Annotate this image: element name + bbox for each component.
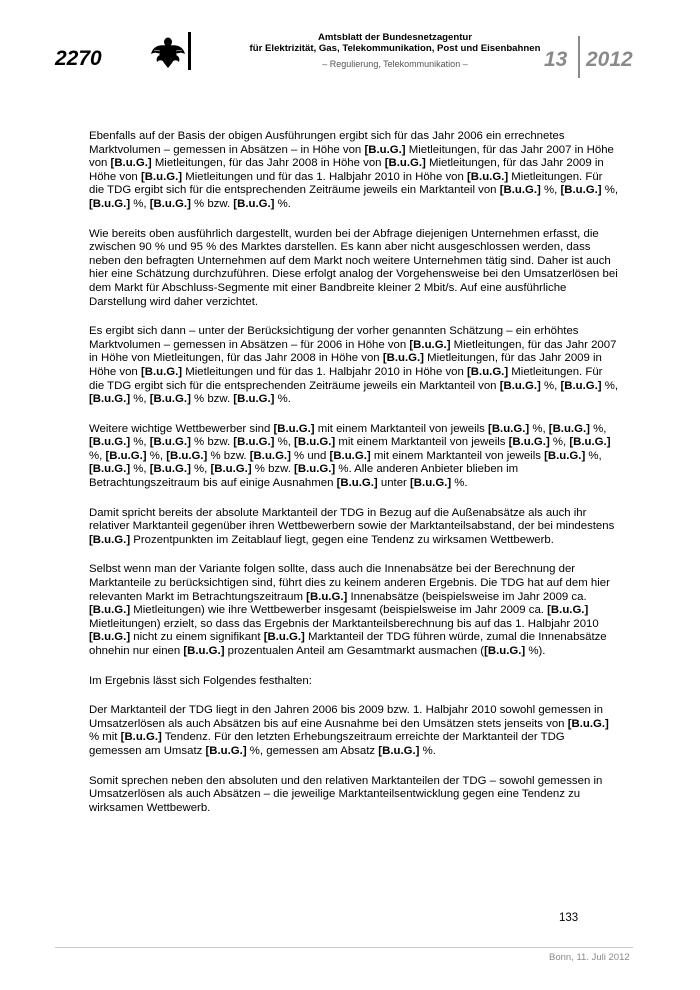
redacted-marker: [B.u.G.] — [467, 365, 509, 378]
paragraph-text: %). — [525, 645, 546, 657]
redacted-marker: [B.u.G.] — [548, 422, 590, 435]
footer-date: Bonn, 11. Juli 2012 — [549, 952, 630, 963]
redacted-marker: [B.u.G.] — [89, 604, 131, 617]
redacted-marker: [B.u.G.] — [560, 379, 602, 392]
paragraph-text: mit einem Marktanteil von jeweils — [335, 436, 509, 449]
paragraph-text: Mietleitungen und für das 1. Halbjahr 2010 in Höhe von — [182, 170, 468, 183]
redacted-marker: [B.u.G.] — [210, 463, 252, 476]
redacted-marker: [B.u.G.] — [110, 157, 152, 170]
paragraph-text: %. — [274, 393, 291, 406]
redacted-marker: [B.u.G.] — [120, 731, 162, 744]
redacted-marker: [B.u.G.] — [89, 197, 131, 210]
redacted-marker: [B.u.G.] — [569, 436, 611, 449]
paragraph — [89, 563, 619, 658]
redacted-marker: [B.u.G.] — [233, 436, 275, 449]
redacted-marker: [B.u.G.] — [484, 645, 526, 657]
page-number: 133 — [559, 912, 579, 924]
paragraph-text: Tendenz. Für den letzten Erhebungszeitraum erreichte der Marktanteil der TDG gemessen am Umsatz — [89, 731, 565, 757]
redacted-marker: [B.u.G.] — [567, 717, 609, 730]
issue-year: 2012 — [586, 48, 633, 71]
paragraph-text: %, — [540, 379, 561, 392]
redacted-marker: [B.u.G.] — [467, 170, 509, 183]
paragraph-text: Mietleitungen. Für die TDG ergibt sich für die entsprechenden Zeiträume jeweils ein Marktanteil von — [89, 170, 603, 197]
redacted-marker: [B.u.G.] — [294, 436, 336, 449]
paragraph-text: %, — [274, 436, 295, 449]
paragraph-text: %, — [585, 449, 602, 462]
paragraph-text: Selbst wenn man der Variante folgen sollte, dass auch die Innenabsätze bei der Berechnung der Marktanteile zu berücksichtigen sind, führt dies zu keinem anderen Ergebnis. Die TDG hat auf dem hier relevanten Markt im Betrachtungszeitraum — [89, 563, 610, 603]
redacted-marker: [B.u.G.] — [140, 170, 183, 183]
redacted-marker: [B.u.G.] — [233, 393, 275, 406]
redacted-marker: [B.u.G.] — [294, 463, 336, 476]
paragraph-text: %, — [601, 184, 619, 197]
paragraph-text: %, — [89, 449, 106, 462]
paragraph-text: %, — [549, 436, 570, 449]
paragraph-text: Ebenfalls auf der Basis der obigen Ausführungen ergibt sich für das Jahr 2006 ein errechnetes Marktvolumen – gemessen in Absätzen – in Höhe von — [89, 130, 565, 156]
journal-title-line2: für Elektrizität, Gas, Telekommunikation, Post und Eisenbahnen — [249, 43, 541, 54]
paragraph-text: %, — [601, 379, 619, 392]
paragraph-text: %. — [274, 197, 291, 210]
paragraph-text: % bzw. — [190, 197, 234, 210]
redacted-marker: [B.u.G.] — [547, 604, 589, 617]
paragraph-text: Mietleitungen und für das 1. Halbjahr 2010 in Höhe von — [182, 365, 468, 378]
paragraph-text: %, — [190, 463, 211, 476]
redacted-marker: [B.u.G.] — [89, 393, 131, 406]
paragraph-text: % mit — [89, 731, 121, 744]
redacted-marker: [B.u.G.] — [249, 449, 291, 462]
paragraph-text: %, — [130, 393, 150, 406]
paragraph — [89, 704, 619, 758]
redacted-marker: [B.u.G.] — [560, 184, 602, 197]
redacted-marker: [B.u.G.] — [329, 449, 371, 462]
header-page-number: 2270 — [55, 47, 102, 70]
redacted-marker: [B.u.G.] — [273, 422, 315, 435]
redacted-marker: [B.u.G.] — [166, 449, 208, 462]
paragraph — [89, 775, 619, 816]
footer-divider — [55, 947, 633, 948]
redacted-marker: [B.u.G.] — [263, 631, 305, 644]
paragraph — [89, 507, 619, 548]
paragraph-text: nicht zu einem signifikant — [130, 631, 264, 644]
paragraph-text: %, — [130, 463, 150, 476]
paragraph-text: Prozentpunkten im Zeitablauf liegt, gegen eine Tendenz zu wirksamen Wettbewerb. — [130, 533, 554, 546]
paragraph-text: %. — [451, 477, 468, 490]
paragraph-text: % bzw. — [190, 436, 234, 449]
paragraph-text: Wie bereits oben ausführlich dargestellt, wurden bei der Abfrage diejenigen Unternehmen erfasst, die zwischen 90 % und 95 % des Marktes darstellen. Es kann aber nicht ausgeschlossen werden, dass neben den befragten Unternehmen auf dem Markt noch weitere Unternehmen tätig sind. Daher ist auch hier eine Schätzung durchzuführen. Diese erfolgt analog der Vorgehensweise bei den Umsatzerlösen bei dem Markt für Abschluss-Segmente mit einer Bandbreite kleiner 2 Mbit/s. Auf eine ausführliche Darstellung wird daher verzichtet. — [89, 227, 618, 308]
paragraph-text: Im Ergebnis lässt sich Folgendes festhalten: — [89, 674, 312, 687]
redacted-marker: [B.u.G.] — [499, 184, 541, 197]
redacted-marker: [B.u.G.] — [499, 379, 541, 392]
journal-subtitle: – Regulierung, Telekommunikation – — [322, 59, 468, 69]
redacted-marker: [B.u.G.] — [89, 631, 131, 644]
paragraph-text: Mietleitungen) wie ihre Wettbewerber insgesamt (beispielsweise im Jahr 2009 ca. — [130, 604, 548, 617]
issue-divider — [578, 36, 580, 78]
redacted-marker: [B.u.G.] — [488, 422, 530, 435]
paragraph-text: Mietleitungen) erzielt, so dass das Ergebnis der Marktanteilsberechnung bis auf das 1. Halbjahr 2010 — [89, 617, 599, 630]
paragraph-text: prozentualen Anteil am Gesamtmarkt ausmachen ( — [224, 645, 485, 657]
paragraph-text: %, — [589, 422, 607, 435]
paragraph-text: %. Alle anderen Anbieter blieben im Betrachtungszeitraum bis auf einige Ausnahmen — [89, 463, 519, 490]
document-body — [89, 130, 619, 831]
redacted-marker: [B.u.G.] — [149, 393, 191, 406]
redacted-marker: [B.u.G.] — [306, 590, 348, 603]
redacted-marker: [B.u.G.] — [378, 744, 420, 757]
redacted-marker: [B.u.G.] — [149, 436, 191, 449]
redacted-marker: [B.u.G.] — [384, 157, 426, 170]
redacted-marker: [B.u.G.] — [410, 477, 452, 490]
journal-title-line1: Amtsblatt der Bundesnetzagentur — [317, 32, 473, 43]
paragraph — [89, 423, 619, 491]
paragraph-text: unter — [377, 477, 411, 490]
paragraph-text: Marktanteil der TDG führen würde, zumal die Innenabsätze ohnehin nur einen — [89, 631, 607, 657]
paragraph-text: %, gemessen am Absatz — [246, 744, 379, 757]
paragraph-text: %, — [540, 184, 561, 197]
redacted-marker: [B.u.G.] — [364, 143, 406, 156]
redacted-marker: [B.u.G.] — [183, 645, 225, 657]
redacted-marker: [B.u.G.] — [140, 365, 183, 378]
paragraph-text: %, — [130, 436, 150, 449]
paragraph-text: % und — [290, 449, 330, 462]
redacted-marker: [B.u.G.] — [233, 197, 275, 210]
redacted-marker: [B.u.G.] — [336, 477, 378, 490]
paragraph — [89, 228, 619, 310]
paragraph-text: %, — [146, 449, 167, 462]
paragraph-text: mit einem Marktanteil von jeweils — [370, 449, 545, 462]
paragraph-text: Innenabsätze (beispielsweise im Jahr 2009 ca. — [347, 590, 587, 603]
paragraph-text: %. — [419, 744, 436, 757]
paragraph — [89, 130, 619, 212]
paragraph — [89, 325, 619, 407]
paragraph-text: Mietleitungen, für das Jahr 2009 in Höhe von — [89, 157, 604, 183]
issue-number: 13 — [544, 48, 568, 71]
paragraph-text: Mietleitungen, für das Jahr 2009 in Höhe von — [89, 352, 602, 378]
paragraph-text: Es ergibt sich dann – unter der Berücksichtigung der vorher genannten Schätzung – ein erhöhtes Marktvolumen – gemessen in Absätzen – für 2006 in Höhe von — [89, 325, 579, 351]
paragraph — [89, 675, 619, 689]
redacted-marker: [B.u.G.] — [544, 449, 586, 462]
paragraph-text: Somit sprechen neben den absoluten und den relativen Marktanteilen der TDG – sowohl gemessen in Umsatzerlösen als auch Absätzen – die jeweilige Marktanteilsentwicklung gegen eine Tendenz zu wirksamen Wettbewerb. — [89, 774, 603, 814]
paragraph-text: % bzw. — [190, 393, 234, 406]
redacted-marker: [B.u.G.] — [89, 436, 131, 449]
paragraph-text: Mietleitungen, für das Jahr 2007 in Höhe von Mietleitungen, für das Jahr 2008 in Höhe von — [89, 338, 617, 365]
redacted-marker: [B.u.G.] — [382, 352, 424, 365]
redacted-marker: [B.u.G.] — [89, 533, 131, 546]
redacted-marker: [B.u.G.] — [149, 463, 191, 476]
redacted-marker: [B.u.G.] — [149, 197, 191, 210]
redacted-marker: [B.u.G.] — [105, 449, 147, 462]
paragraph-text: Damit spricht bereits der absolute Marktanteil der TDG in Bezug auf die Außenabsätze als auch ihr relativer Marktanteil gegenüber ihren Wettbewerbern sowie der Marktanteilsabstand, der bei mindestens — [89, 506, 615, 533]
paragraph-text: %, — [529, 422, 549, 435]
paragraph-text: Weitere wichtige Wettbewerber sind — [89, 422, 274, 435]
paragraph-text: Mietleitungen, für das Jahr 2008 in Höhe von — [151, 157, 385, 170]
redacted-marker: [B.u.G.] — [205, 744, 247, 757]
header-divider — [188, 32, 191, 70]
redacted-marker: [B.u.G.] — [89, 463, 131, 476]
paragraph-text: % bzw. — [251, 463, 295, 476]
paragraph-text: mit einem Marktanteil von jeweils — [314, 422, 489, 435]
paragraph-text: Der Marktanteil der TDG liegt in den Jahren 2006 bis 2009 bzw. 1. Halbjahr 2010 sowohl gemessen in Umsatzerlösen als auch Absätzen bis auf eine Ausnahme bei den Umsätzen stets jenseits von — [89, 704, 603, 730]
redacted-marker: [B.u.G.] — [508, 436, 550, 449]
paragraph-text: %, — [130, 197, 150, 210]
paragraph-text: Mietleitungen, für das Jahr 2007 in Höhe von — [89, 143, 614, 170]
paragraph-text: Mietleitungen. Für die TDG ergibt sich für die entsprechenden Zeiträume jeweils ein Marktanteil von — [89, 365, 603, 392]
paragraph-text: % bzw. — [207, 449, 250, 462]
redacted-marker: [B.u.G.] — [409, 338, 451, 351]
federal-eagle-icon — [150, 34, 186, 70]
